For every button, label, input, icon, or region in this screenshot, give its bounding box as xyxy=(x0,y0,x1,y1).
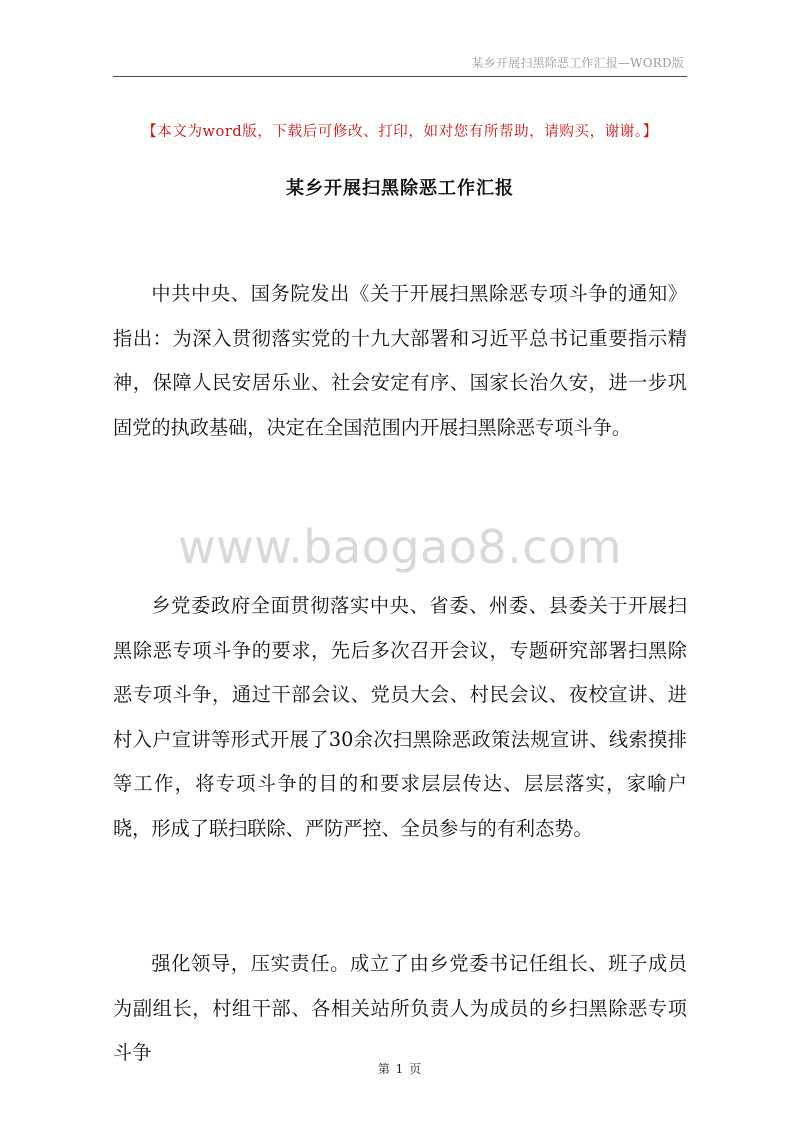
watermark: www.baogao8.com xyxy=(178,520,622,574)
paragraph-2: 乡党委政府全面贯彻落实中央、省委、州委、县委关于开展扫黑除恶专项斗争的要求，先后多次召开会议，专题研究部署扫黑除恶专项斗争，通过干部会议、党员大会、村民会议、夜校宣讲、进村入户宣讲等形式开展了30余次扫黑除恶政策法规宣讲、线索摸排等工作，将专项斗争的目的和要求层层传达、层层落实，家喻户晓，形成了联扫联除、严防严控、全员参与的有利态势。 xyxy=(113,594,687,840)
paragraph-3: 强化领导，压实责任。成立了由乡党委书记任组长、班子成员为副组长，村组干部、各相关站所负责人为成员的乡扫黑除恶专项斗争 xyxy=(113,952,687,1065)
page-number: 第 1 页 xyxy=(377,1062,423,1076)
document-title: 某乡开展扫黑除恶工作汇报 xyxy=(286,178,514,199)
purchase-notice: 【本文为word版，下载后可修改、打印，如对您有所帮助，请购买，谢谢。】 xyxy=(142,124,658,140)
paragraph-1: 中共中央、国务院发出《关于开展扫黑除恶专项斗争的通知》指出：为深入贯彻落实党的十九大部署和习近平总书记重要指示精神，保障人民安居乐业、社会安定有序、国家长治久安，进一步巩固党的执政基础，决定在全国范围内开展扫黑除恶专项斗争。 xyxy=(113,282,687,439)
header-divider xyxy=(113,76,687,77)
running-header: 某乡开展扫黑除恶工作汇报—WORD版 xyxy=(471,56,684,70)
